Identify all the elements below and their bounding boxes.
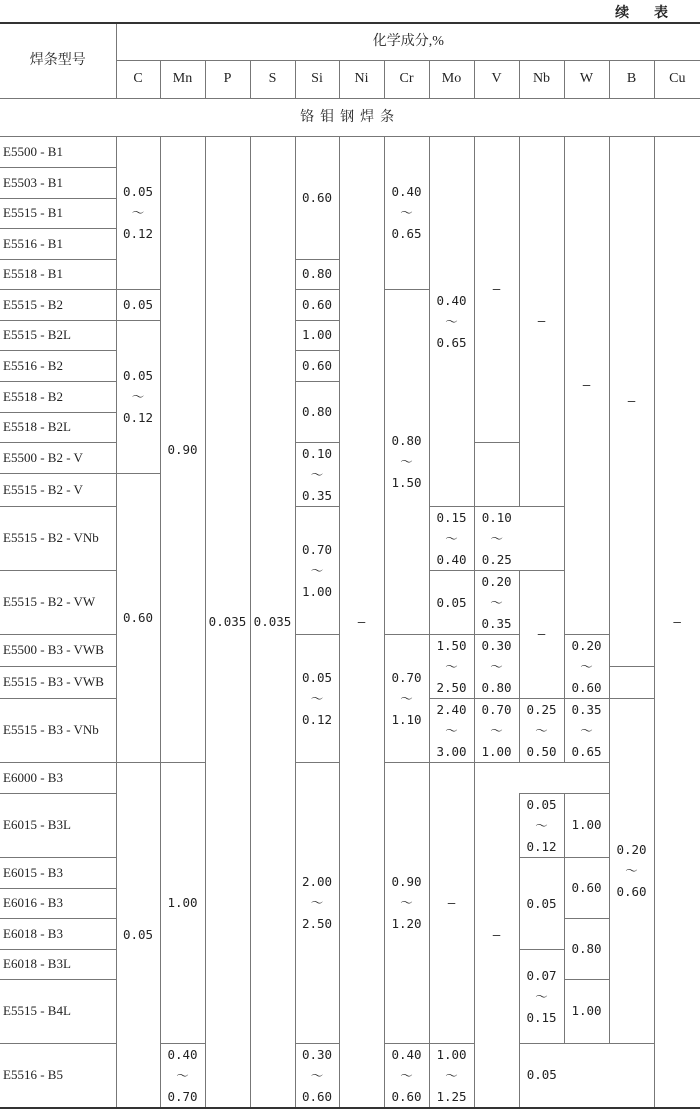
value-line: ～ — [400, 1067, 413, 1083]
value-line: 2.50 — [301, 916, 333, 931]
value-line: ～ — [490, 722, 503, 738]
value-line: 0.15 — [436, 509, 467, 525]
header-element-cu: Cu — [654, 60, 700, 98]
value-line: ～ — [400, 205, 413, 220]
value-line: 0.05 — [526, 796, 557, 812]
header-element-v: V — [474, 60, 519, 98]
composition-value-cr2 — [384, 289, 429, 634]
value-line: 0.05 — [122, 184, 154, 199]
value-line: ～ — [445, 313, 458, 329]
composition-value-v1: — — [474, 136, 519, 442]
value-line: ～ — [445, 658, 458, 674]
value-line: ～ — [445, 1067, 458, 1083]
composition-value-v6 — [519, 698, 564, 762]
value-line: 0.20 — [481, 573, 512, 589]
value-line: 1.50 — [436, 637, 467, 653]
electrode-model: E5515 - B2L — [0, 320, 116, 350]
composition-value-mn2 — [384, 634, 429, 762]
value-line: 0.50 — [526, 743, 557, 759]
composition-value-cr7 — [384, 1043, 429, 1108]
value-line: 0.80 — [391, 433, 422, 448]
value-line: 0.90 — [167, 441, 198, 457]
composition-value-w1: — — [564, 136, 609, 634]
composition-value-mn3 — [160, 762, 205, 1043]
group-title: 铬钼钢焊条 — [0, 98, 700, 136]
electrode-model: E5500 - B2 - V — [0, 442, 116, 473]
value-line: ～ — [490, 594, 503, 610]
value-line: 0.05 — [436, 594, 467, 610]
value-line: 1.00 — [301, 583, 333, 599]
composition-value-si6: 0.80 — [295, 381, 339, 442]
value-line: 0.30 — [481, 637, 512, 653]
electrode-model: E5515 - B2 - VNb — [0, 506, 116, 570]
value-line: 0.80 — [481, 679, 512, 695]
value-line: ～ — [625, 863, 638, 878]
value-line: 0.70 — [391, 669, 422, 685]
value-line: 0.05 — [122, 368, 154, 383]
value-line: 1.00 — [481, 743, 512, 759]
composition-value-v3 — [429, 506, 474, 570]
header-element-w: W — [564, 60, 609, 98]
header-element-nb: Nb — [519, 60, 564, 98]
composition-value-cr5 — [295, 762, 339, 1043]
composition-value-w3 — [609, 698, 654, 1043]
value-line: 1.25 — [436, 1088, 467, 1104]
value-line: 0.10 — [481, 509, 512, 525]
value-line: 0.60 — [301, 1088, 333, 1104]
value-line: ～ — [400, 895, 413, 910]
value-line: 0.65 — [436, 334, 467, 350]
composition-value-mo4 — [474, 698, 519, 762]
header-electrode-model: 焊条型号 — [0, 23, 116, 98]
electrode-model: E6018 - B3L — [0, 949, 116, 979]
header-element-ni: Ni — [339, 60, 384, 98]
value-line: 0.12 — [122, 410, 154, 425]
value-line: 0.40 — [391, 184, 422, 199]
value-line: ～ — [400, 690, 413, 706]
composition-value-c3 — [116, 320, 160, 473]
composition-value-c5 — [295, 634, 339, 762]
header-element-b: B — [609, 60, 654, 98]
value-line: 0.12 — [301, 711, 333, 727]
value-line: ～ — [445, 722, 458, 738]
composition-value-nb2 — [474, 506, 519, 570]
composition-value-si3: 0.60 — [295, 289, 339, 320]
value-line: 0.07 — [526, 967, 557, 983]
value-line: 0.25 — [526, 701, 557, 717]
value-line: 0.20 — [571, 637, 602, 653]
electrode-model: E5518 - B2 — [0, 381, 116, 412]
header-element-mo: Mo — [429, 60, 474, 98]
value-line: 0.70 — [481, 701, 512, 717]
electrode-model: E5516 - B1 — [0, 228, 116, 259]
electrode-model: E5515 - B4L — [0, 979, 116, 1043]
composition-value-cu: — — [654, 136, 700, 1108]
value-line: ～ — [310, 895, 324, 910]
composition-value-nb5: — — [474, 762, 519, 1108]
value-line: 0.25 — [481, 551, 512, 567]
value-line: 0.70 — [167, 1088, 198, 1104]
value-line: ～ — [535, 817, 548, 833]
composition-value-si1: 0.60 — [295, 136, 339, 259]
header-element-cr: Cr — [384, 60, 429, 98]
electrode-model: E5500 - B1 — [0, 136, 116, 167]
composition-value-v5 — [564, 634, 609, 698]
electrode-model: E5518 - B1 — [0, 259, 116, 289]
value-line: 1.50 — [391, 475, 422, 490]
composition-value-v7: — — [429, 762, 474, 1043]
composition-value-mo3 — [474, 634, 519, 698]
value-line: 3.00 — [436, 743, 467, 759]
value-line: ～ — [310, 466, 324, 482]
value-line: 0.12 — [122, 226, 154, 241]
value-line: ～ — [131, 389, 145, 404]
electrode-model: E6015 - B3L — [0, 793, 116, 857]
electrode-model: E6000 - B3 — [0, 762, 116, 793]
composition-value-si9: 0.60 — [564, 857, 609, 918]
composition-value-p: 0.035 — [205, 136, 250, 1108]
composition-value-v4 — [474, 570, 519, 634]
value-line: ～ — [310, 562, 324, 578]
electrode-model: E6016 - B3 — [0, 888, 116, 918]
electrode-model: E5516 - B5 — [0, 1043, 116, 1108]
value-line: 0.10 — [301, 445, 333, 461]
composition-value-si8: 1.00 — [564, 793, 609, 857]
composition-value-c9 — [519, 949, 564, 1043]
composition-value-cr4 — [429, 698, 474, 762]
electrode-model: E5515 - B2 - V — [0, 473, 116, 506]
electrode-model: E5515 - B3 - VWB — [0, 666, 116, 698]
composition-value-mn1 — [160, 136, 205, 762]
composition-value-si4: 1.00 — [295, 320, 339, 350]
value-line: 1.20 — [391, 916, 422, 931]
electrode-model: E5515 - B2 - VW — [0, 570, 116, 634]
composition-value-c1 — [116, 136, 160, 289]
composition-value-mo7 — [429, 1043, 474, 1108]
value-line: ～ — [535, 988, 548, 1004]
value-line: 2.50 — [436, 679, 467, 695]
header-element-mn: Mn — [160, 60, 205, 98]
composition-value-si10: 0.80 — [564, 918, 609, 979]
value-line: 0.65 — [391, 226, 422, 241]
value-line: 0.40 — [436, 551, 467, 567]
value-line: 0.30 — [301, 1046, 333, 1062]
composition-value-mo5 — [384, 762, 429, 1043]
value-line: ～ — [310, 690, 324, 706]
value-line: 0.70 — [301, 541, 333, 557]
composition-value-b1: — — [609, 136, 654, 666]
composition-value-nb4 — [564, 698, 609, 762]
electrode-model: E5515 - B1 — [0, 198, 116, 228]
value-line: 0.40 — [167, 1046, 198, 1062]
composition-value-c2 — [116, 289, 160, 320]
composition-value-mo1 — [429, 136, 474, 506]
composition-value-nb3: — — [519, 570, 564, 698]
composition-value-c4 — [429, 570, 474, 634]
value-line: 0.40 — [391, 1046, 422, 1062]
composition-value-nb1: — — [519, 136, 564, 506]
composition-value-s: 0.035 — [250, 136, 295, 1108]
composition-value-ni: — — [339, 136, 384, 1108]
value-line: ～ — [580, 658, 593, 674]
value-line: 0.65 — [571, 743, 602, 759]
electrode-model: E5503 - B1 — [0, 167, 116, 198]
header-element-si: Si — [295, 60, 339, 98]
value-line: 0.05 — [301, 669, 333, 685]
value-line: 0.90 — [391, 874, 422, 889]
value-line: ～ — [131, 205, 145, 220]
header-element-c: C — [116, 60, 160, 98]
value-line: 1.00 — [167, 895, 198, 910]
value-line: ～ — [445, 530, 458, 546]
composition-value-si12 — [295, 1043, 339, 1108]
composition-value-v8: 0.05 — [519, 1043, 564, 1108]
value-line: 0.05 — [122, 927, 154, 942]
composition-value-c6 — [116, 762, 160, 1108]
composition-value-mn5 — [160, 1043, 205, 1108]
value-line: 0.15 — [526, 1009, 557, 1025]
electrode-model: E5515 - B2 — [0, 289, 116, 320]
electrode-model: E5518 - B2L — [0, 412, 116, 442]
value-line: ～ — [310, 1067, 324, 1083]
value-line: 0.05 — [122, 297, 154, 312]
electrode-model: E6015 - B3 — [0, 857, 116, 888]
composition-value-c7 — [519, 793, 564, 857]
value-line: 0.05 — [526, 895, 557, 911]
electrode-model: E5516 - B2 — [0, 350, 116, 381]
electrode-model: E5500 - B3 - VWB — [0, 634, 116, 666]
header-element-s: S — [250, 60, 295, 98]
composition-value-si2: 0.80 — [295, 259, 339, 289]
composition-value-si7: 0.60 — [116, 473, 160, 762]
header-element-p: P — [205, 60, 250, 98]
composition-value-c8 — [519, 857, 564, 949]
composition-value-mo2 — [295, 506, 339, 634]
continued-label: 续 表 — [615, 5, 678, 21]
value-line: ～ — [490, 658, 503, 674]
value-line: 0.35 — [481, 615, 512, 631]
value-line: 1.10 — [391, 711, 422, 727]
value-line: 0.35 — [571, 701, 602, 717]
value-line: 1.00 — [436, 1046, 467, 1062]
composition-value-si5: 0.60 — [295, 350, 339, 381]
value-line: 2.40 — [436, 701, 467, 717]
composition-value-cr3 — [429, 634, 474, 698]
header-chemical-composition: 化学成分,% — [116, 23, 700, 60]
electrode-model: E5515 - B3 - VNb — [0, 698, 116, 762]
value-line: ～ — [490, 530, 503, 546]
value-line: 2.00 — [301, 874, 333, 889]
value-line: ～ — [580, 722, 593, 738]
value-line: 0.20 — [616, 842, 647, 857]
value-line: 0.12 — [526, 838, 557, 854]
chemical-composition-table — [0, 22, 700, 1109]
composition-value-cr1 — [384, 136, 429, 289]
electrode-model: E6018 - B3 — [0, 918, 116, 949]
value-line: 0.60 — [391, 1088, 422, 1104]
value-line: 0.35 — [301, 487, 333, 503]
value-line: 0.60 — [571, 679, 602, 695]
composition-value-v2 — [295, 442, 339, 506]
value-line: ～ — [176, 1067, 189, 1083]
value-line: 0.60 — [616, 884, 647, 899]
value-line: 0.40 — [436, 292, 467, 308]
value-line: ～ — [400, 454, 413, 469]
composition-value-si11: 1.00 — [564, 979, 609, 1043]
value-line: ～ — [535, 722, 548, 738]
